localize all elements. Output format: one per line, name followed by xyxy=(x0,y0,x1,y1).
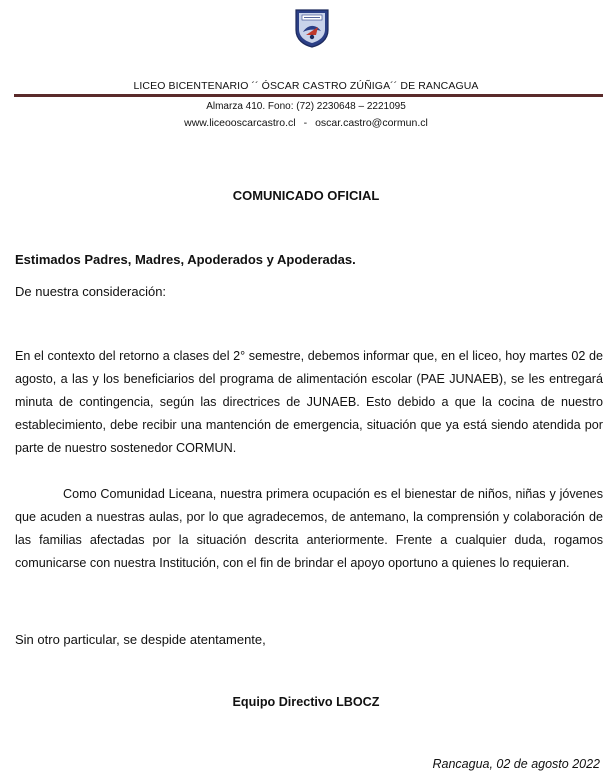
website-link[interactable]: www.liceooscarcastro.cl xyxy=(184,117,296,129)
contact-separator: - xyxy=(303,117,308,129)
signature: Equipo Directivo LBOCZ xyxy=(232,695,380,709)
consideration-line: De nuestra consideración: xyxy=(15,284,167,299)
body-paragraph-1: En el contexto del retorno a clases del 2° semestre, debemos informar que, en el liceo, hoy martes 02 de agosto, a las y los beneficiarios del programa de alimentación escolar (PAE JUNAEB), se les entregará minuta de contingencia, según las directrices de JUNAEB. Esto debido a que la cocina de nuestro establecimiento, debe recibir una mantención de emergencia, situación que ya está siendo atendida por parte de nuestro sostenedor CORMUN. xyxy=(15,349,603,455)
closing-line: Sin otro particular, se despide atentamente, xyxy=(15,632,266,647)
school-crest-icon xyxy=(294,8,330,48)
school-address: Almarza 410. Fono: (72) 2230648 – 2221095 xyxy=(206,101,406,112)
body-paragraph-2: Como Comunidad Liceana, nuestra primera ocupación es el bienestar de niños, niñas y jóvenes que acuden a nuestras aulas, por lo que agradecemos, de antemano, la comprensión y colaboración de las familias afectadas por la situación descrita anteriormente. Frente a cualquier duda, rogamos comunicarse con nuestra Institución, con el fin de brindar el apoyo oportuno a quienes lo requieran. xyxy=(15,487,603,570)
greeting: Estimados Padres, Madres, Apoderados y Apoderadas. xyxy=(15,252,356,267)
letter-date: Rancagua, 02 de agosto 2022 xyxy=(432,757,600,771)
school-name: LICEO BICENTENARIO ´´ ÓSCAR CASTRO ZÚÑIGA´´ DE RANCAGUA xyxy=(133,80,479,92)
contact-line xyxy=(0,117,612,129)
email-link[interactable]: oscar.castro@cormun.cl xyxy=(315,117,428,129)
header-divider xyxy=(14,94,603,97)
document-title: COMUNICADO OFICIAL xyxy=(232,188,380,203)
